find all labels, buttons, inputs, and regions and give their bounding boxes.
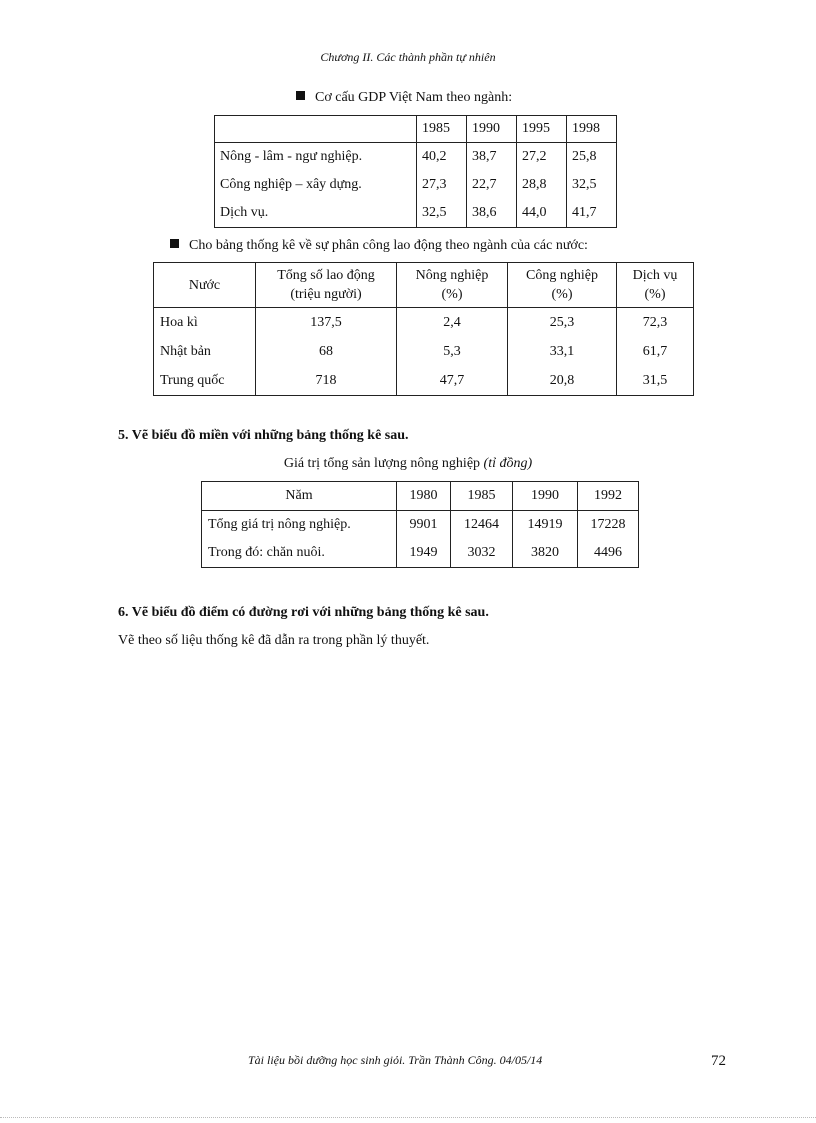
table-row (154, 337, 694, 366)
row-label: Nông - lâm - ngư nghiệp. (215, 143, 417, 172)
country-label: Hoa kì (154, 308, 256, 338)
year-header: 1998 (567, 116, 617, 143)
row-label: Dịch vụ. (215, 199, 417, 228)
table-cell: 68 (256, 337, 397, 366)
table-cell: 718 (256, 366, 397, 396)
exercise-6-text: Vẽ theo số liệu thống kê đã dẫn ra trong phần lý thuyết. (118, 633, 430, 648)
table-cell: 38,7 (467, 143, 517, 172)
table-row (202, 511, 639, 540)
page-bottom-divider (0, 1117, 816, 1118)
table-cell: 28,8 (517, 171, 567, 199)
table-cell: 12464 (451, 511, 513, 540)
table-cell-empty (215, 116, 417, 143)
column-header: Năm (202, 482, 397, 511)
exercise-6-heading: 6. Vẽ biểu đồ điểm có đường rơi với những bảng thống kê sau. (118, 605, 489, 620)
table-cell: 4496 (578, 539, 639, 568)
bullet-square-icon (296, 91, 305, 100)
table-cell: 5,3 (397, 337, 508, 366)
table-cell: 9901 (397, 511, 451, 540)
table-cell: 61,7 (617, 337, 694, 366)
table-row (215, 199, 617, 228)
table-cell: 25,8 (567, 143, 617, 172)
exercise-5-heading: 5. Vẽ biểu đồ miền với những bảng thống kê sau. (118, 428, 409, 443)
table-cell: 27,2 (517, 143, 567, 172)
table-cell: 31,5 (617, 366, 694, 396)
labor-distribution-table (153, 262, 694, 396)
table-cell: 137,5 (256, 308, 397, 338)
table-cell: 32,5 (417, 199, 467, 228)
year-header: 1992 (578, 482, 639, 511)
gdp-structure-title-text: Cơ cấu GDP Việt Nam theo ngành: (315, 90, 513, 105)
table-cell: 3820 (513, 539, 578, 568)
column-header: Nông nghiệp (%) (397, 263, 508, 308)
table-cell: 1949 (397, 539, 451, 568)
year-header: 1980 (397, 482, 451, 511)
agri-output-caption-text: Giá trị tổng sản lượng nông nghiệp (283, 456, 481, 471)
gdp-structure-table (214, 115, 617, 228)
column-header: Dịch vụ (%) (617, 263, 694, 308)
page-header: Chương II. Các thành phần tự nhiên (320, 50, 496, 64)
agri-output-caption (0, 456, 816, 472)
table-cell: 20,8 (508, 366, 617, 396)
table-cell: 41,7 (567, 199, 617, 228)
table-header-row (215, 116, 617, 143)
table-row (215, 143, 617, 172)
table-cell: 2,4 (397, 308, 508, 338)
table-cell: 3032 (451, 539, 513, 568)
table-cell: 27,3 (417, 171, 467, 199)
table-cell: 17228 (578, 511, 639, 540)
row-label: Công nghiệp – xây dựng. (215, 171, 417, 199)
page-number: 72 (711, 1053, 726, 1069)
year-header: 1990 (467, 116, 517, 143)
year-header: 1985 (451, 482, 513, 511)
labor-distribution-title (170, 238, 588, 254)
table-cell: 33,1 (508, 337, 617, 366)
column-header: Tổng số lao động (triệu người) (256, 263, 397, 308)
page-footer: Tài liệu bồi dưỡng học sinh giỏi. Trần Thành Công. 04/05/14 (248, 1053, 543, 1067)
table-header-row (154, 263, 694, 308)
table-cell: 44,0 (517, 199, 567, 228)
table-row (202, 539, 639, 568)
table-cell: 47,7 (397, 366, 508, 396)
row-label: Trong đó: chăn nuôi. (202, 539, 397, 568)
table-cell: 25,3 (508, 308, 617, 338)
gdp-structure-title (296, 90, 512, 106)
labor-distribution-title-text: Cho bảng thống kê về sự phân công lao động theo ngành của các nước: (189, 238, 588, 253)
column-header: Nước (154, 263, 256, 308)
row-label: Tổng giá trị nông nghiệp. (202, 511, 397, 540)
table-header-row (202, 482, 639, 511)
table-cell: 22,7 (467, 171, 517, 199)
table-row (154, 308, 694, 338)
table-cell: 32,5 (567, 171, 617, 199)
bullet-square-icon (170, 239, 179, 248)
agri-output-caption-unit: (tỉ đồng) (483, 456, 533, 471)
country-label: Trung quốc (154, 366, 256, 396)
table-row (154, 366, 694, 396)
country-label: Nhật bản (154, 337, 256, 366)
year-header: 1985 (417, 116, 467, 143)
table-cell: 14919 (513, 511, 578, 540)
column-header: Công nghiệp (%) (508, 263, 617, 308)
year-header: 1990 (513, 482, 578, 511)
table-cell: 38,6 (467, 199, 517, 228)
table-row (215, 171, 617, 199)
year-header: 1995 (517, 116, 567, 143)
table-cell: 72,3 (617, 308, 694, 338)
agri-output-table (201, 481, 639, 568)
table-cell: 40,2 (417, 143, 467, 172)
